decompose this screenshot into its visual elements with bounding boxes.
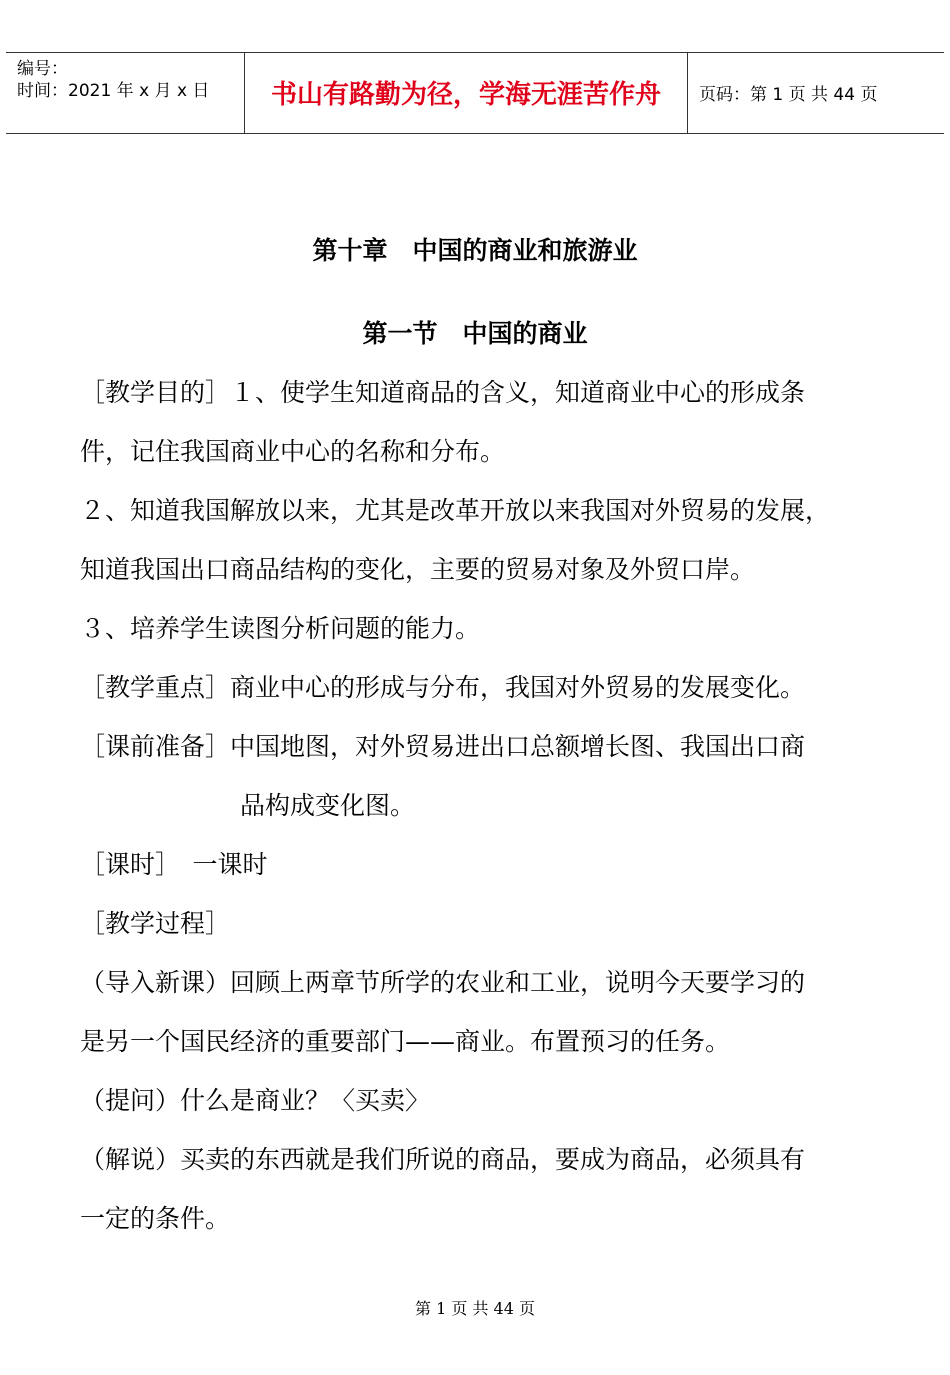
body-line: ［教学过程］	[80, 909, 231, 938]
body-line: ［课前准备］中国地图，对外贸易进出口总额增长图、我国出口商	[80, 732, 806, 761]
header-page-info: 页码：第 1 页 共 44 页	[699, 85, 878, 105]
body-line: ［教学目的］１、使学生知道商品的含义，知道商业中心的形成条	[80, 378, 806, 407]
page-footer: 第 1 页 共 44 页	[415, 1299, 535, 1318]
body-line: 一定的条件。	[80, 1204, 231, 1233]
body-line: ３、培养学生读图分析问题的能力。	[80, 614, 481, 643]
body-line: （解说）买卖的东西就是我们所说的商品，要成为商品，必须具有	[80, 1145, 806, 1174]
body-line: 件，记住我国商业中心的名称和分布。	[80, 437, 506, 466]
body-line: （导入新课）回顾上两章节所学的农业和工业，说明今天要学习的	[80, 968, 806, 997]
section-title: 第一节 中国的商业	[362, 319, 588, 348]
body-line: 是另一个国民经济的重要部门——商业。布置预习的任务。	[80, 1027, 731, 1056]
body-line: ［教学重点］商业中心的形成与分布，我国对外贸易的发展变化。	[80, 673, 806, 702]
header-motto-cell	[245, 53, 688, 133]
motto-text: 书山有路勤为径，学海无涯苦作舟	[270, 80, 661, 110]
body-line: （提问）什么是商业？〈买卖〉	[80, 1086, 431, 1115]
body-line: 品构成变化图。	[240, 791, 416, 820]
body-line: ［课时］ 一课时	[80, 850, 268, 879]
document-date: 时间：2021 年 x 月 x 日	[17, 81, 210, 101]
document-header	[6, 52, 944, 134]
chapter-title: 第十章 中国的商业和旅游业	[312, 236, 638, 265]
body-line: 知道我国出口商品结构的变化，主要的贸易对象及外贸口岸。	[80, 555, 756, 584]
header-page-cell	[688, 53, 944, 133]
body-line: ２、知道我国解放以来，尤其是改革开放以来我国对外贸易的发展，	[80, 496, 831, 525]
header-meta-cell	[6, 53, 245, 133]
document-number-label: 编号：	[17, 59, 68, 79]
